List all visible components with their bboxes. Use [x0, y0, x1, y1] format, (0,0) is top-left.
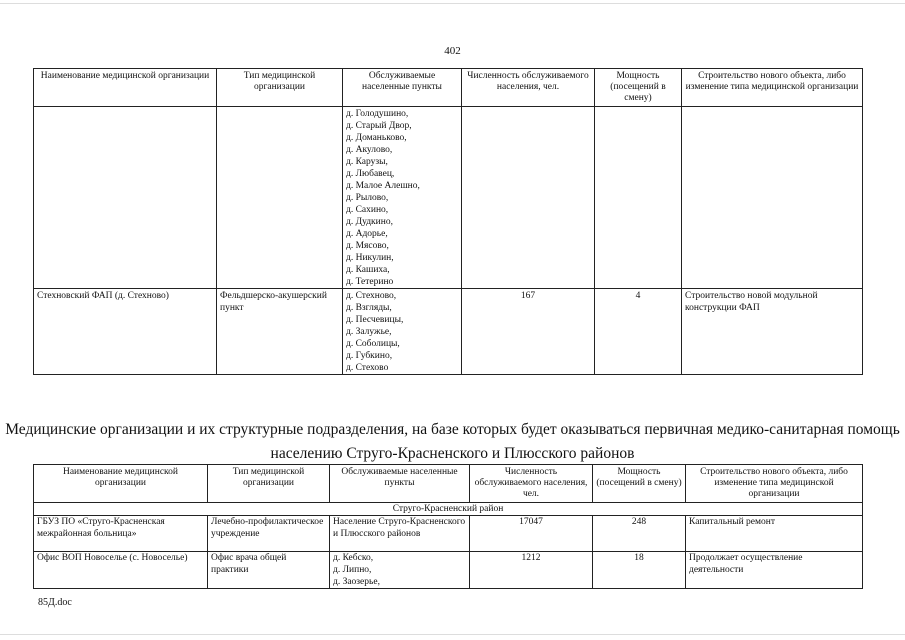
table-row	[34, 516, 863, 552]
table-row	[34, 289, 863, 375]
settlement: д. Кебско,	[333, 553, 374, 563]
settlement: д. Стехово	[346, 363, 389, 373]
settlement: д. Голодушино,	[346, 109, 409, 119]
org-type-cell: Офис врача общей практики	[208, 552, 330, 589]
construction-cell: Капитальный ремонт	[686, 516, 863, 552]
org-name-cell: Стехновский ФАП (д. Стехново)	[34, 289, 217, 375]
settlement: д. Песчевицы,	[346, 315, 404, 325]
settlement: д. Кашиха,	[346, 265, 390, 275]
table-2	[33, 464, 863, 589]
settlement: д. Адорье,	[346, 229, 388, 239]
header-settlements: Обслуживаемые населенные пункты	[330, 465, 470, 503]
capacity-cell: 18	[593, 552, 686, 589]
table-1	[33, 68, 863, 375]
table-row	[34, 107, 863, 289]
settlement: д. Мясово,	[346, 241, 389, 251]
org-name-cell: Офис ВОП Новоселье (с. Новоселье)	[34, 552, 208, 589]
settlement: д. Никулин,	[346, 253, 394, 263]
construction-cell: Строительство новой модульной конструкции ФАП	[682, 289, 863, 375]
settlement: д. Любавец,	[346, 169, 395, 179]
settlement: д. Губкино,	[346, 351, 393, 361]
population-cell: 1212	[470, 552, 593, 589]
header-settlements: Обслуживаемые населенные пункты	[343, 69, 462, 107]
district-name: Струго-Красненский район	[34, 503, 863, 516]
header-population: Численность обслуживаемого населения, чел.	[470, 465, 593, 503]
empty-cell	[682, 107, 863, 289]
settlement: д. Соболицы,	[346, 339, 400, 349]
header-type: Тип медицинской организации	[208, 465, 330, 503]
table-2-header-row	[34, 465, 863, 503]
capacity-cell: 248	[593, 516, 686, 552]
settlement: д. Тетерино	[346, 277, 394, 287]
settlement: д. Дудкино,	[346, 217, 393, 227]
settlement: д. Рылово,	[346, 193, 389, 203]
settlement: д. Карузы,	[346, 157, 388, 167]
section-heading: Медицинские организации и их структурные подразделения, на базе которых будет оказываться первичная медико-санитарная помощь населению Струго-Красненского и Плюсского районов	[5, 421, 900, 462]
table-row	[34, 552, 863, 589]
settlements-cell	[343, 107, 462, 289]
settlements-cell	[330, 552, 470, 589]
empty-cell	[595, 107, 682, 289]
page-number: 402	[444, 45, 461, 57]
empty-cell	[462, 107, 595, 289]
settlement: д. Заозерье,	[333, 577, 380, 587]
org-type-cell: Лечебно-профилактическое учреждение	[208, 516, 330, 552]
header-population: Численность обслуживаемого населения, чел.	[462, 69, 595, 107]
header-type: Тип медицинской организации	[217, 69, 343, 107]
header-capacity: Мощность (посещений в смену)	[595, 69, 682, 107]
settlements-cell: Население Струго-Красненского и Плюсского районов	[330, 516, 470, 552]
population-cell: 17047	[470, 516, 593, 552]
org-name-cell: ГБУЗ ПО «Струго-Красненская межрайонная больница»	[34, 516, 208, 552]
org-type-cell: Фельдшерско-акушерский пункт	[217, 289, 343, 375]
capacity-cell: 4	[595, 289, 682, 375]
settlement: д. Залужье,	[346, 327, 392, 337]
section-row	[34, 503, 863, 516]
header-name: Наименование медицинской организации	[34, 465, 208, 503]
settlement: д. Старый Двор,	[346, 121, 412, 131]
header-construction: Строительство нового объекта, либо изменение типа медицинской организации	[686, 465, 863, 503]
empty-cell	[217, 107, 343, 289]
scan-edge-bottom	[0, 634, 905, 635]
construction-cell: Продолжает осуществление деятельности	[686, 552, 863, 589]
header-capacity: Мощность (посещений в смену)	[593, 465, 686, 503]
table-1-header-row	[34, 69, 863, 107]
settlement: д. Стехново,	[346, 291, 397, 301]
settlements-cell	[343, 289, 462, 375]
settlement: д. Взгляды,	[346, 303, 392, 313]
footer-filename: 85Д.doc	[38, 597, 72, 608]
header-construction: Строительство нового объекта, либо изменение типа медицинской организации	[682, 69, 863, 107]
empty-cell	[34, 107, 217, 289]
settlement: д. Акулово,	[346, 145, 393, 155]
settlement: д. Доманьково,	[346, 133, 407, 143]
settlement: д. Липно,	[333, 565, 372, 575]
settlement: д. Сахино,	[346, 205, 389, 215]
settlement: д. Малое Алешно,	[346, 181, 420, 191]
header-name: Наименование медицинской организации	[34, 69, 217, 107]
population-cell: 167	[462, 289, 595, 375]
scan-edge-top	[0, 3, 905, 4]
